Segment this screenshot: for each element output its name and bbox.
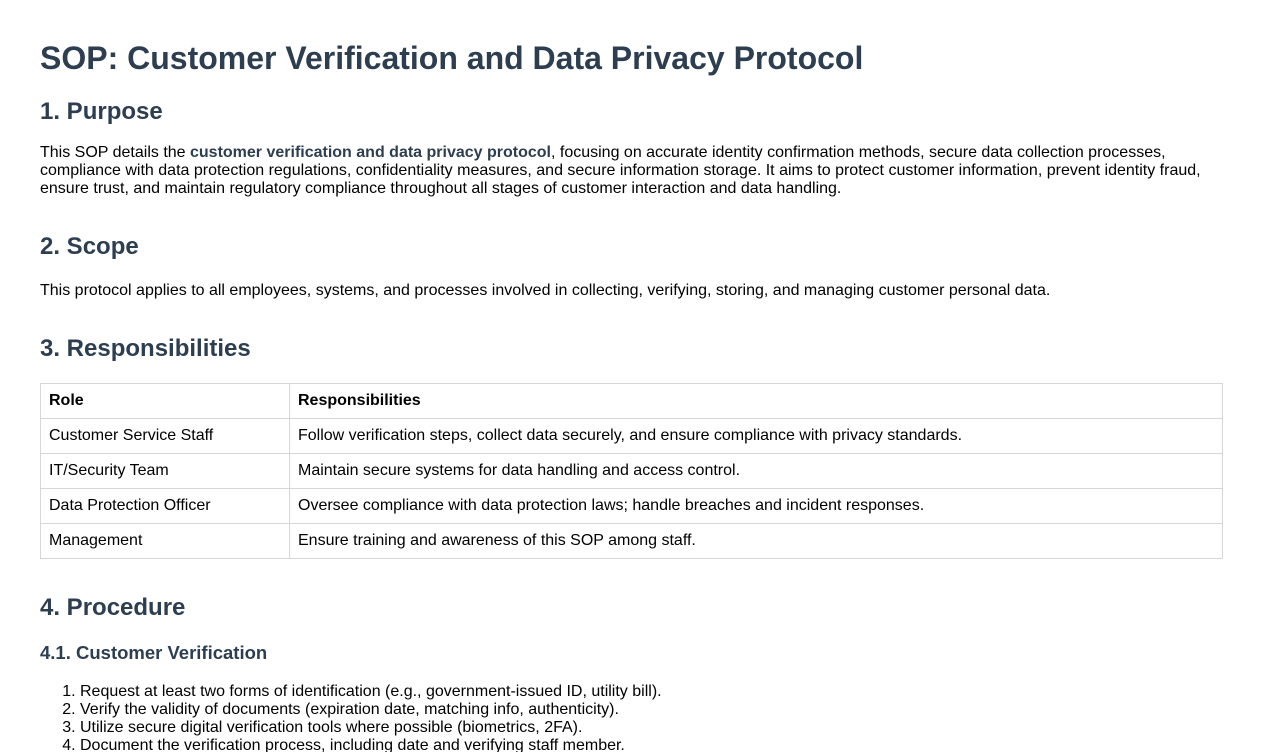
responsibilities-table — [40, 383, 1223, 559]
role-cell: IT/Security Team — [41, 454, 290, 489]
purpose-text-before: This SOP details the — [40, 144, 190, 161]
table-row — [41, 524, 1223, 559]
scope-heading: 2. Scope — [40, 233, 139, 260]
table-row — [41, 454, 1223, 489]
responsibilities-heading: 3. Responsibilities — [40, 335, 251, 362]
column-header-role: Role — [41, 384, 290, 419]
document-title: SOP: Customer Verification and Data Privacy Protocol — [40, 40, 864, 76]
duty-cell: Ensure training and awareness of this SOP among staff. — [290, 524, 1223, 559]
verification-subheading: 4.1. Customer Verification — [40, 642, 268, 663]
procedure-heading: 4. Procedure — [40, 594, 186, 621]
scope-paragraph: This protocol applies to all employees, systems, and processes involved in collecting, verifying, storing, and managing customer personal data. — [40, 282, 1051, 299]
table-row — [41, 489, 1223, 524]
duty-cell: Maintain secure systems for data handling and access control. — [290, 454, 1223, 489]
duty-cell: Oversee compliance with data protection laws; handle breaches and incident responses. — [290, 489, 1223, 524]
purpose-text-after: , focusing on accurate identity confirmation methods, secure data collection processes, compliance with data protection regulations, confidentiality measures, and secure information storage. It aims to protect customer information, prevent identity fraud, ensure trust, and maintain regulatory compliance throughout all stages of customer interaction and data handling. — [40, 144, 1201, 197]
column-header-responsibilities: Responsibilities — [290, 384, 1223, 419]
purpose-paragraph — [40, 144, 1223, 198]
role-cell: Customer Service Staff — [41, 419, 290, 454]
role-cell: Data Protection Officer — [41, 489, 290, 524]
table-header-row — [41, 384, 1223, 419]
list-item: 1. Request at least two forms of identification (e.g., government-issued ID, utility bill). — [80, 683, 1223, 701]
verification-steps-list — [40, 683, 1223, 752]
purpose-heading: 1. Purpose — [40, 98, 163, 125]
table-row — [41, 419, 1223, 454]
role-cell: Management — [41, 524, 290, 559]
list-item: 3. Utilize secure digital verification tools where possible (biometrics, 2FA). — [80, 719, 1223, 737]
duty-cell: Follow verification steps, collect data securely, and ensure compliance with privacy standards. — [290, 419, 1223, 454]
purpose-highlight: customer verification and data privacy protocol — [190, 144, 551, 161]
list-item: 2. Verify the validity of documents (expiration date, matching info, authenticity). — [80, 701, 1223, 719]
list-item: 4. Document the verification process, including date and verifying staff member. — [80, 737, 1223, 752]
